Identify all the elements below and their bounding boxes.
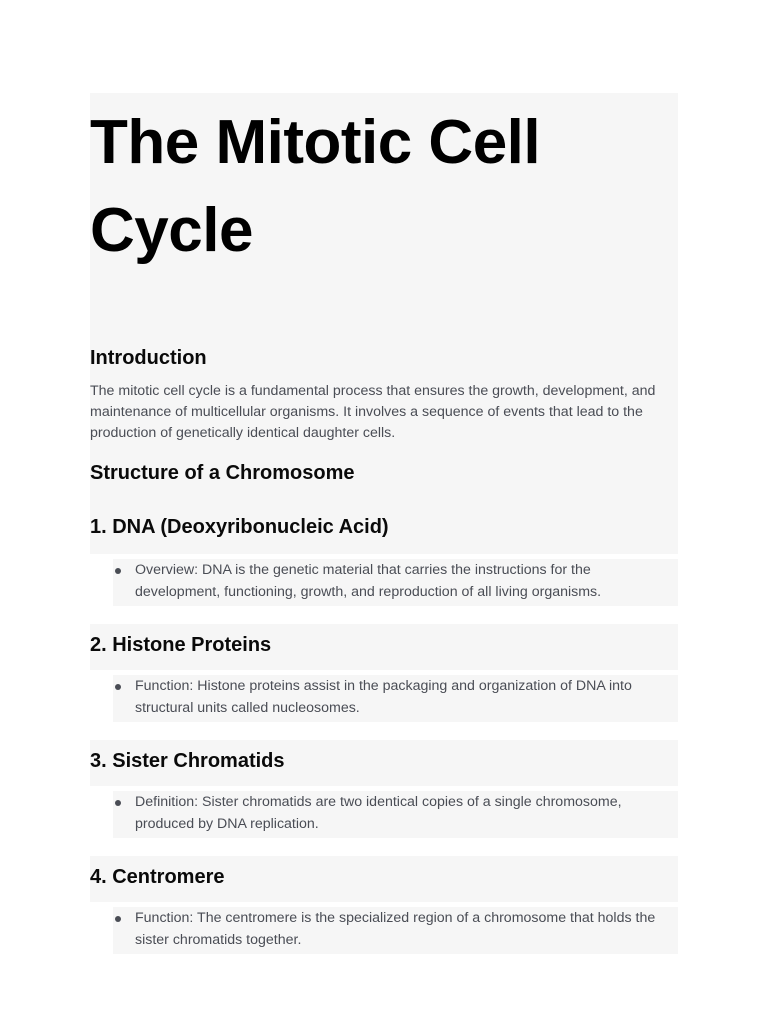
item-heading-wrap (90, 502, 678, 554)
divider (90, 606, 678, 624)
title-block (90, 93, 678, 337)
list-item-text: Function: The centromere is the specialized region of a chromosome that holds the sister chromatids together. (135, 910, 656, 948)
introduction-section (90, 337, 678, 554)
list-item-text: Definition: Sister chromatids are two identical copies of a single chromosome, produced by DNA replication. (135, 794, 622, 832)
item-heading-histone: 2. Histone Proteins (90, 634, 272, 656)
list-item-text: Function: Histone proteins assist in the packaging and organization of DNA into structural units called nucleosomes. (135, 678, 632, 716)
item-heading-centromere: 4. Centromere (90, 866, 225, 888)
item-heading-wrap (90, 856, 678, 902)
item-heading-wrap (90, 624, 678, 670)
list-item (113, 676, 678, 719)
bullet-list-dna (113, 559, 678, 606)
structure-heading: Structure of a Chromosome (90, 462, 355, 484)
list-item (113, 908, 678, 951)
structure-heading-wrap (90, 460, 678, 502)
introduction-paragraph: The mitotic cell cycle is a fundamental process that ensures the growth, development, and maintenance of multicellular organisms. It involves a sequence of events that lead to the production of genetically identical daughter cells. (90, 383, 656, 441)
document-title: The Mitotic Cell Cycle (90, 108, 541, 265)
introduction-heading: Introduction (90, 347, 207, 369)
list-item (113, 560, 678, 603)
item-heading-sister-chromatids: 3. Sister Chromatids (90, 750, 285, 772)
bullet-list-histone (113, 675, 678, 722)
item-heading-wrap (90, 740, 678, 786)
list-item (113, 792, 678, 835)
divider (90, 554, 678, 556)
list-item-text: Overview: DNA is the genetic material that carries the instructions for the development, functioning, growth, and reproduction of all living organisms. (135, 562, 602, 600)
bullet-list-centromere (113, 907, 678, 954)
divider (90, 902, 678, 904)
bullet-icon (115, 800, 121, 806)
document-page (90, 93, 678, 954)
divider (90, 670, 678, 672)
bullet-icon (115, 916, 121, 922)
divider (90, 786, 678, 788)
bullet-list-sister-chromatids (113, 791, 678, 838)
bullet-icon (115, 684, 121, 690)
item-heading-dna: 1. DNA (Deoxyribonucleic Acid) (90, 516, 389, 538)
divider (90, 722, 678, 740)
bullet-icon (115, 568, 121, 574)
divider (90, 838, 678, 856)
